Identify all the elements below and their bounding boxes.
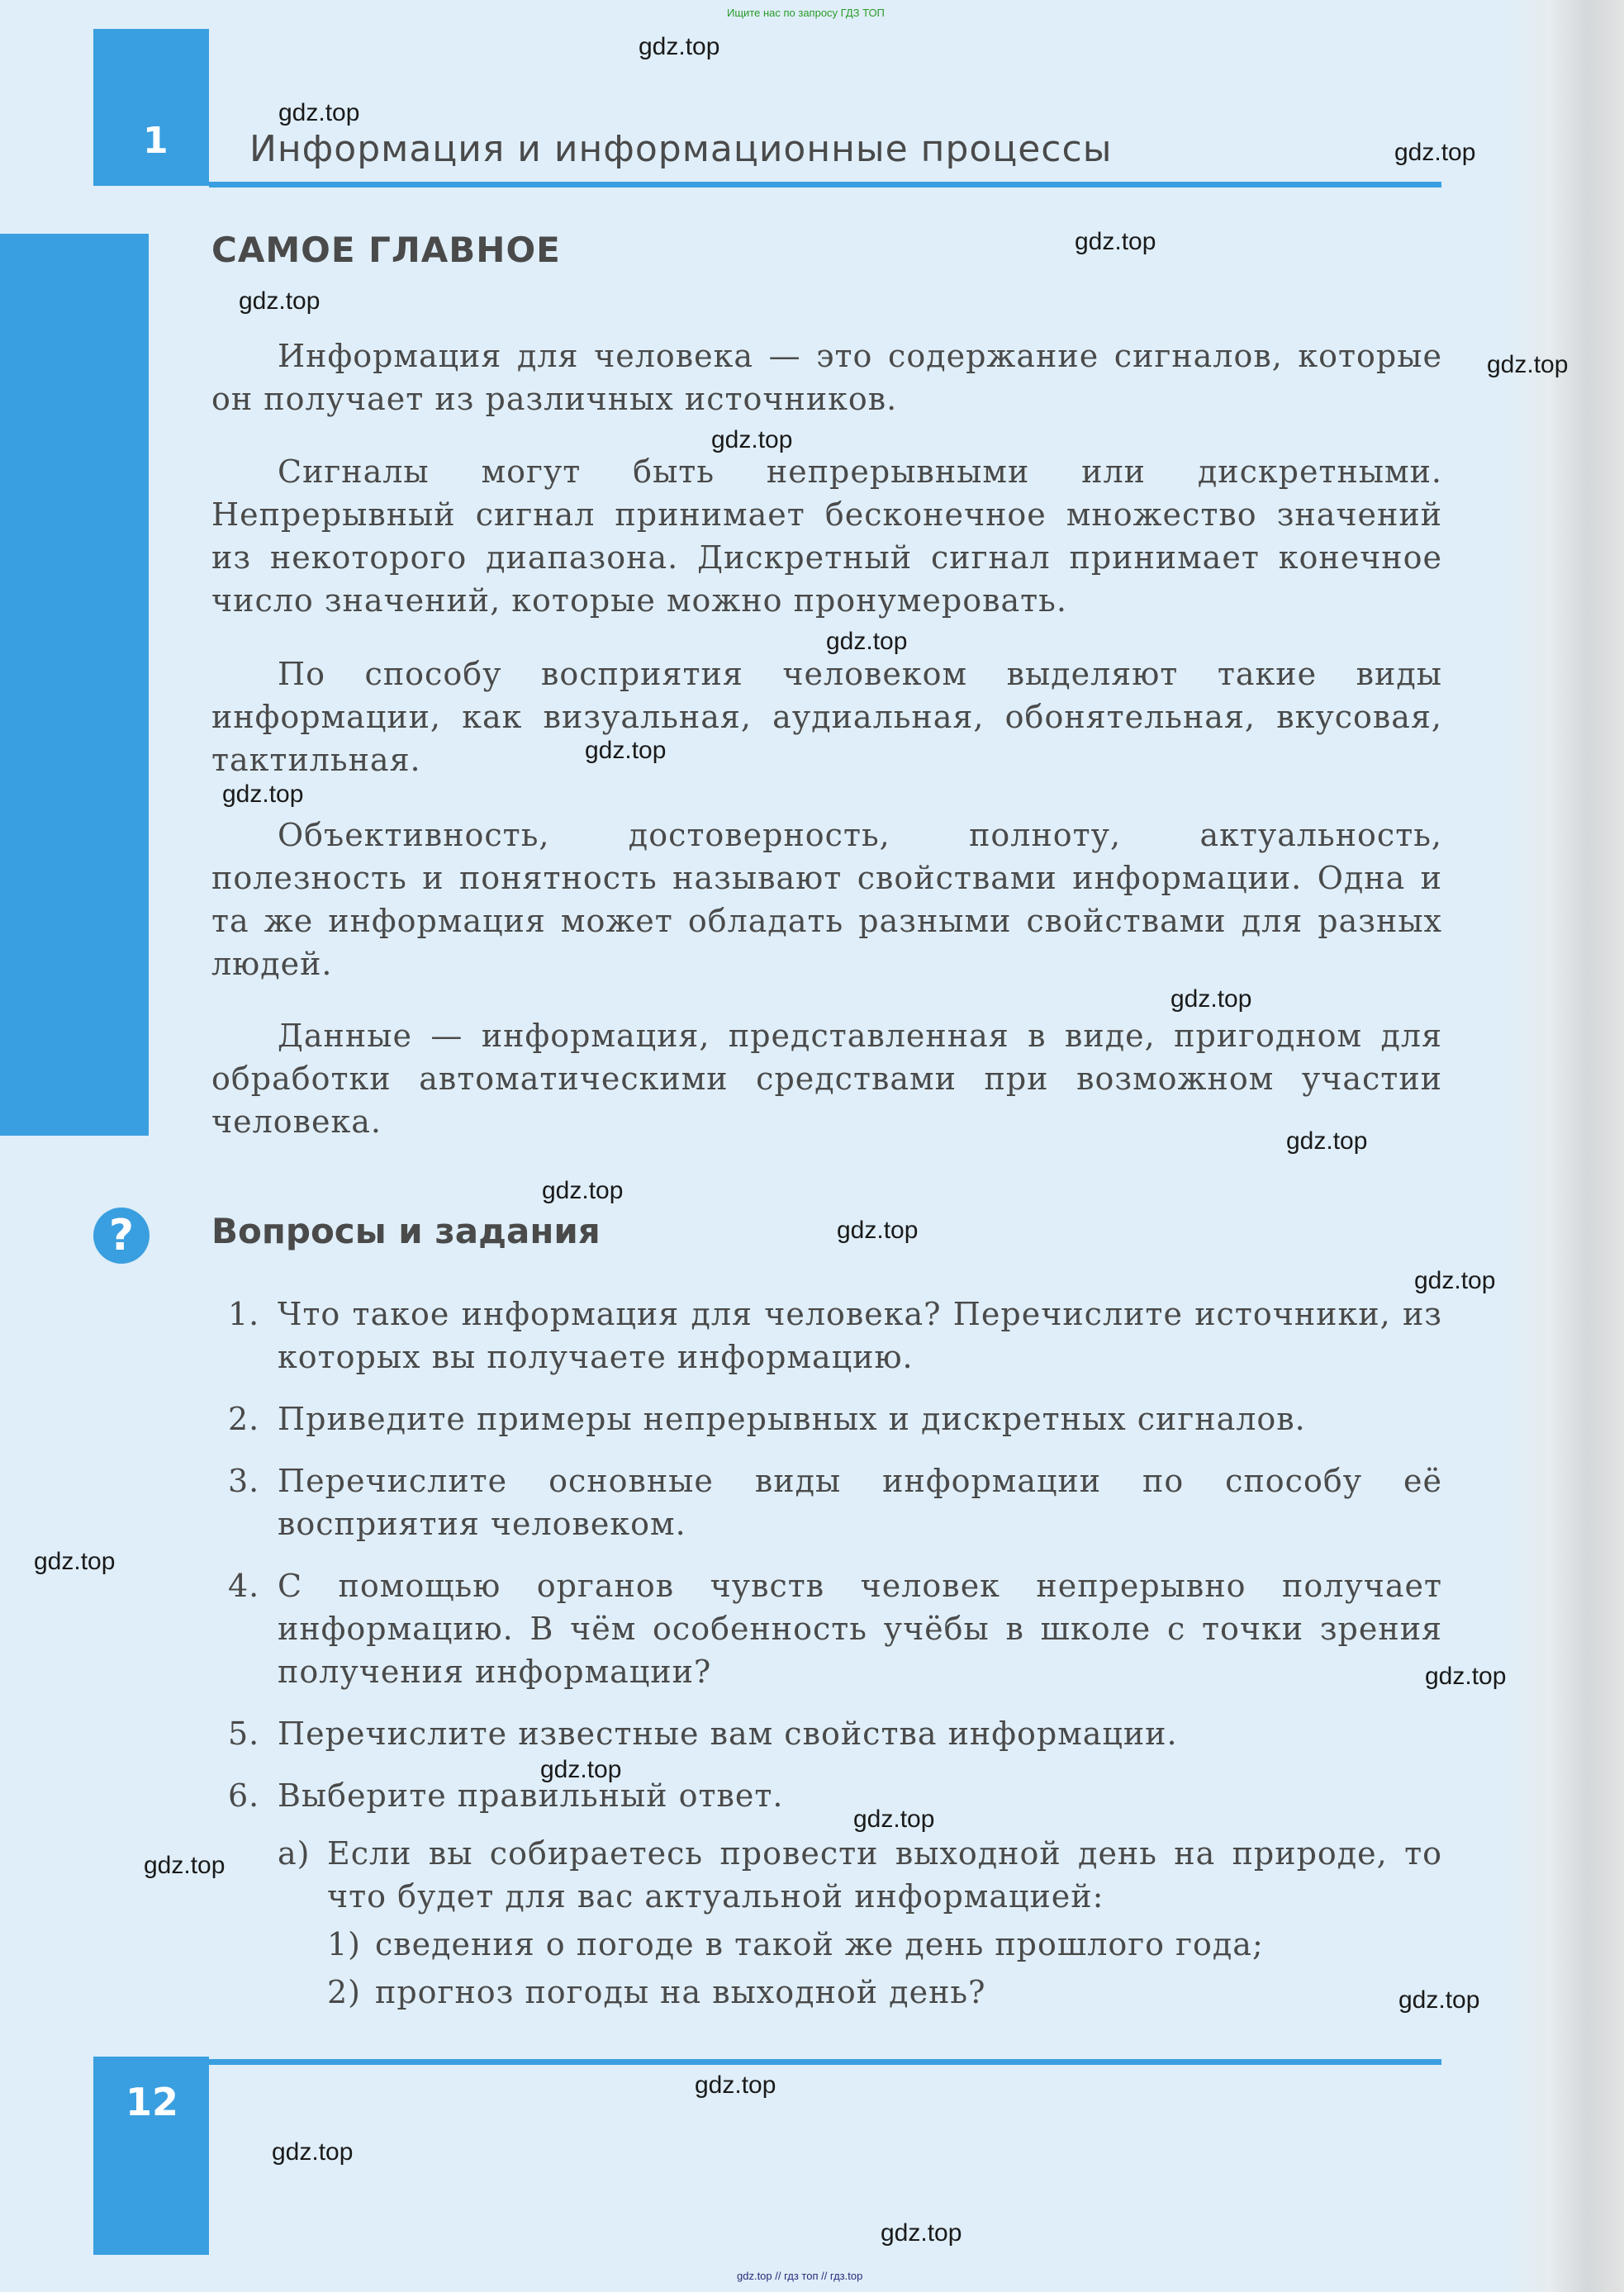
- watermark: gdz.top: [585, 737, 667, 764]
- question-item: [228, 1564, 1442, 1693]
- watermark: gdz.top: [881, 2219, 962, 2247]
- chapter-tab: [93, 29, 209, 186]
- watermark: gdz.top: [837, 1217, 919, 1244]
- watermark: gdz.top: [540, 1756, 622, 1783]
- watermark: gdz.top: [826, 628, 908, 655]
- summary-paragraph: Данные — информация, представленная в виде, пригодном для обработки автоматическими средствами при возможном участии человека.: [211, 1018, 1442, 1140]
- question-number: 6.: [228, 1777, 260, 1814]
- watermark: gdz.top: [1286, 1127, 1368, 1155]
- watermark: gdz.top: [542, 1177, 624, 1204]
- watermark: gdz.top: [639, 33, 720, 60]
- watermark: gdz.top: [34, 1548, 116, 1575]
- question-number: 5.: [228, 1715, 260, 1752]
- question-item: [228, 1712, 1442, 1755]
- summary-paragraph: По способу восприятия человеком выделяют такие виды информации, как визуальная, аудиальная, обонятельная, вкусовая, тактильная.: [211, 656, 1442, 778]
- chapter-number: 1: [143, 120, 169, 162]
- summary-side-band: [0, 234, 149, 1136]
- question-item: [228, 1398, 1442, 1440]
- watermark: gdz.top: [853, 1806, 935, 1833]
- answer-option-label: 2): [327, 1974, 362, 2010]
- watermark: gdz.top: [1394, 139, 1476, 166]
- question-number: 2.: [228, 1401, 260, 1437]
- question-item: [228, 1774, 1442, 1817]
- question-text: Приведите примеры непрерывных и дискретных сигналов.: [278, 1401, 1306, 1437]
- question-item: [228, 1293, 1442, 1379]
- question-item: [228, 1459, 1442, 1545]
- answer-option: [327, 1923, 1442, 1966]
- answer-option-label: 1): [327, 1926, 362, 1962]
- question-text: Что такое информация для человека? Перечислите источники, из которых вы получаете информацию.: [278, 1296, 1442, 1375]
- question-text: Перечислите основные виды информации по способу её восприятия человеком.: [278, 1463, 1442, 1542]
- scan-edge-shadow: [1500, 0, 1624, 2292]
- footer-rule: [209, 2059, 1441, 2065]
- chapter-title: Информация и информационные процессы: [249, 128, 1113, 170]
- top-notice: Ищите нас по запросу ГДЗ ТОП: [727, 7, 885, 19]
- watermark: gdz.top: [1414, 1267, 1496, 1294]
- watermark: gdz.top: [222, 781, 304, 808]
- sub-question-text: Если вы собираетесь провести выходной день на природе, то что будет для вас актуальной информацией:: [327, 1835, 1442, 1915]
- watermark: gdz.top: [1398, 1986, 1480, 2014]
- watermark: gdz.top: [144, 1852, 226, 1879]
- bottom-notice: gdz.top // гдз топ // гдз.top: [737, 2270, 863, 2282]
- questions-list: [228, 1293, 1442, 1836]
- answer-option-text: сведения о погоде в такой же день прошлого года;: [375, 1926, 1264, 1962]
- question-text: Перечислите известные вам свойства информации.: [278, 1715, 1178, 1752]
- watermark: gdz.top: [272, 2138, 354, 2166]
- sub-question-a: [278, 1832, 1442, 2014]
- summary-paragraph: Сигналы могут быть непрерывными или дискретными. Непрерывный сигнал принимает бесконечное множество значений из некоторого диапазона. Дискретный сигнал принимает конечное число значений, которые можно пронумеровать.: [211, 453, 1442, 619]
- header-rule: [209, 182, 1441, 187]
- watermark: gdz.top: [239, 287, 321, 315]
- question-mark-icon: ?: [93, 1208, 150, 1264]
- watermark: gdz.top: [711, 426, 793, 453]
- watermark: gdz.top: [278, 99, 360, 126]
- watermark: gdz.top: [1425, 1663, 1507, 1690]
- page-number: 12: [126, 2080, 179, 2124]
- question-text: С помощью органов чувств человек непрерывно получает информацию. В чём особенность учёбы в школе с точки зрения получения информации?: [278, 1568, 1442, 1690]
- summary-paragraph: Информация для человека — это содержание сигналов, которые он получает из различных источников.: [211, 338, 1442, 417]
- watermark: gdz.top: [1075, 228, 1156, 255]
- watermark: gdz.top: [1487, 351, 1569, 378]
- question-number: 3.: [228, 1463, 260, 1499]
- answer-option-text: прогноз погоды на выходной день?: [375, 1974, 986, 2010]
- watermark: gdz.top: [695, 2071, 776, 2099]
- question-number: 1.: [228, 1296, 260, 1332]
- question-text: Выберите правильный ответ.: [278, 1777, 784, 1814]
- summary-paragraph: Объективность, достоверность, полноту, актуальность, полезность и понятность называют свойствами информации. Одна и та же информация может обладать разными свойствами для разных людей.: [211, 817, 1442, 982]
- questions-heading: Вопросы и задания: [211, 1211, 601, 1251]
- sub-question-label: а): [278, 1835, 311, 1872]
- question-number: 4.: [228, 1568, 260, 1604]
- summary-heading: САМОЕ ГЛАВНОЕ: [211, 230, 561, 270]
- answer-option: [327, 1971, 1442, 2014]
- watermark: gdz.top: [1171, 985, 1252, 1013]
